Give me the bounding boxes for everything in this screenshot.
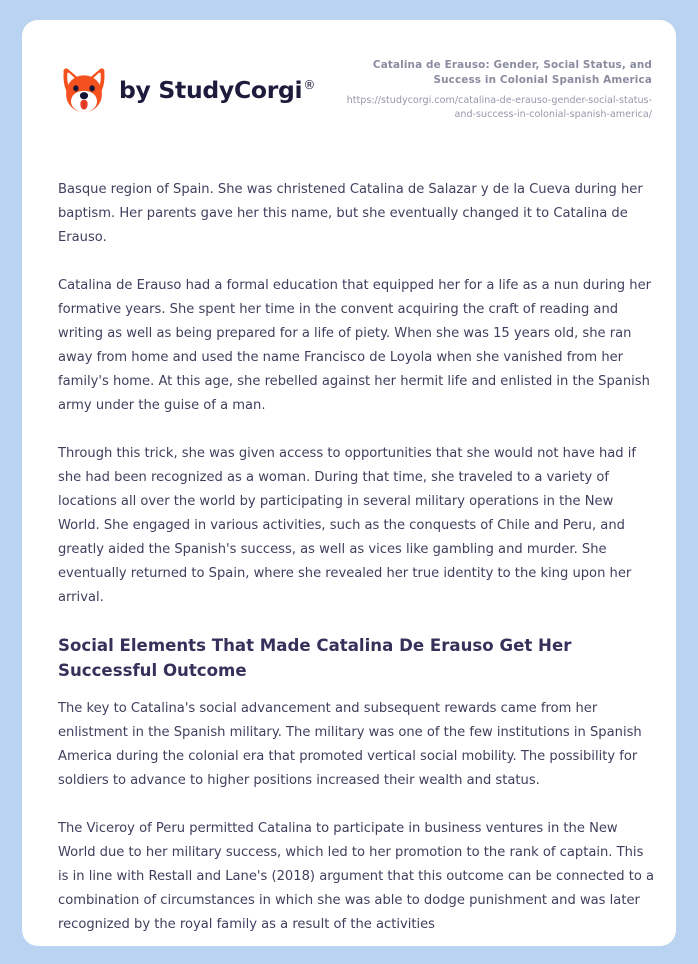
document-url[interactable]: https://studycorgi.com/catalina-de-erauso-gender-social-status-and-success-in-colonial-spanish-america/: [346, 94, 652, 120]
brand-name-text: by StudyCorgi: [119, 76, 303, 104]
document-title: Catalina de Erauso: Gender, Social Status, and Success in Colonial Spanish America: [372, 59, 652, 86]
body-paragraph: Through this trick, she was given access to opportunities that she would not have had if she had been recognized as a woman. During that time, she traveled to a variety of locations all over the world by participating in several military operations in the New World. She engaged in various activities, such as the conquests of Chile and Peru, and greatly aided the Spanish's success, as well as vices like gambling and murder. She eventually returned to Spain, where she revealed her true identity to the king upon her arrival.: [58, 446, 637, 605]
section-heading: Social Elements That Made Catalina De Erauso Get Her Successful Outcome: [58, 636, 572, 680]
document-body: [58, 178, 655, 946]
corgi-logo-icon: [58, 64, 110, 116]
document-page-card: [22, 20, 676, 946]
header-document-meta: [315, 58, 656, 122]
registered-trademark-icon: ®: [303, 78, 316, 93]
body-paragraph: The key to Catalina's social advancement and subsequent rewards came from her enlistment in the Spanish military. The military was one of the few institutions in Spanish America during the colonial era that promoted vertical social mobility. The possibility for soldiers to advance to higher positions increased their wealth and status.: [58, 701, 642, 788]
body-paragraph: The Viceroy of Peru permitted Catalina to participate in business ventures in the New World due to her military success, which led to her promotion to the rank of captain. This is in line with Restall and Lane's (2018) argument that this outcome can be connected to a combination of circumstances in which she was able to dodge punishment and was later recognized by the royal family as a result of the activities: [58, 821, 655, 932]
brand-logo-block[interactable]: [58, 64, 315, 116]
body-paragraph: Basque region of Spain. She was christened Catalina de Salazar y de la Cueva during her baptism. Her parents gave her this name, but she eventually changed it to Catalina de Erauso.: [58, 182, 643, 245]
brand-name-label: [119, 76, 315, 104]
document-header: [22, 20, 676, 140]
body-paragraph: Catalina de Erauso had a formal education that equipped her for a life as a nun during her formative years. She spent her time in the convent acquiring the craft of reading and writing as well as being prepared for a life of piety. When she was 15 years old, she ran away from home and used the name Francisco de Loyola when she vanished from her family's home. At this age, she rebelled against her hermit life and enlisted in the Spanish army under the guise of a man.: [58, 278, 652, 413]
